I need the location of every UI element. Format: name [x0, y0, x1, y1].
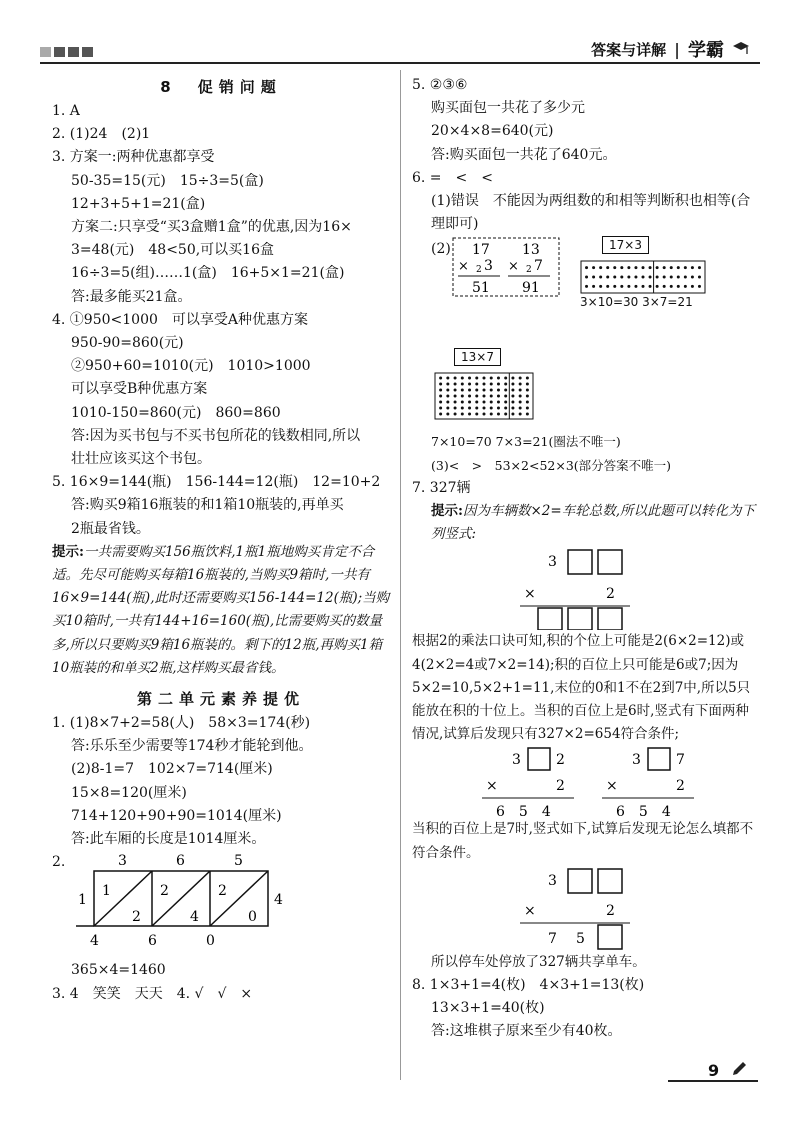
vm2-carry: 2	[526, 265, 532, 276]
dot	[606, 285, 609, 288]
dot	[684, 267, 687, 270]
lattice-cell: 1	[102, 883, 111, 900]
dot	[497, 377, 500, 380]
right-column	[412, 74, 760, 1044]
vertical-multiplications	[452, 236, 562, 300]
answer-line: 4. ①950<1000 可以享受A种优惠方案	[52, 311, 308, 328]
vm1-a: 17	[472, 242, 490, 259]
dot	[526, 389, 529, 392]
m2-times: ×	[486, 778, 498, 795]
left-column	[52, 74, 390, 1006]
dot	[490, 389, 493, 392]
lattice-right: 4	[274, 892, 283, 909]
dot	[504, 407, 507, 410]
answer-line: ②950+60=1010(元) 1010>1000	[71, 358, 311, 375]
dot	[526, 401, 529, 404]
dot	[461, 401, 464, 404]
dot	[483, 389, 486, 392]
dot	[461, 407, 464, 410]
hint-text: 因为车辆数×2=车轮总数,所以此题可以转化为下列竖式:	[431, 503, 755, 543]
answer-line: 2. (1)24 (2)1	[52, 126, 151, 143]
answer-line: 950-90=860(元)	[71, 335, 184, 352]
dot	[511, 377, 514, 380]
answer-lines-2	[52, 712, 390, 851]
dot	[468, 383, 471, 386]
dot	[526, 377, 529, 380]
dot	[620, 285, 623, 288]
dot	[490, 377, 493, 380]
dot	[519, 389, 522, 392]
dot	[461, 383, 464, 386]
answer-line: 答:购买面包一共花了640元。	[431, 146, 617, 163]
dot	[475, 413, 478, 416]
dot	[497, 413, 500, 416]
blank-box	[528, 748, 550, 770]
column-multiplication-pair	[482, 746, 760, 818]
dot	[468, 377, 471, 380]
answer-line: 15×8=120(厘米)	[71, 784, 187, 801]
dot	[454, 395, 457, 398]
dot	[446, 377, 449, 380]
hint-paragraph	[52, 541, 390, 680]
dot	[490, 383, 493, 386]
dot	[490, 401, 493, 404]
m4-times: ×	[524, 902, 536, 919]
dot	[526, 383, 529, 386]
dot	[698, 267, 701, 270]
dot	[483, 377, 486, 380]
dot	[592, 285, 595, 288]
section2-title: 第二单元素养提优	[136, 690, 305, 709]
dot	[439, 413, 442, 416]
answer-line: 壮壮应该买这个书包。	[71, 451, 211, 468]
blank-box	[598, 550, 622, 574]
dot	[454, 383, 457, 386]
dot	[585, 267, 588, 270]
blank-box	[568, 869, 592, 893]
answer-line: 12+3+5+1=21(盒)	[71, 195, 206, 212]
dot	[627, 276, 630, 279]
lattice-question	[52, 851, 390, 959]
lattice-cell: 2	[160, 883, 169, 900]
footer-rule	[668, 1080, 758, 1082]
lattice-cell: 2	[132, 909, 141, 926]
dot	[439, 407, 442, 410]
dot	[439, 401, 442, 404]
dot	[526, 413, 529, 416]
q6-part2-label: (2)	[431, 241, 451, 258]
dot	[504, 413, 507, 416]
lattice-bottom-1: 4	[90, 933, 99, 950]
dot	[649, 285, 652, 288]
dot	[468, 401, 471, 404]
dot	[504, 395, 507, 398]
q6-part1: (1)错误 不能因为两组数的和相等判断积也相等(合理即可)	[431, 193, 751, 233]
answer-line: 8. 1×3+1=4(枚) 4×3+1=13(枚)	[412, 977, 645, 994]
vm2-result: 91	[522, 280, 540, 297]
answer-line: 答:购买9箱16瓶装的和1箱10瓶装的,再单买	[71, 497, 344, 514]
dot	[483, 395, 486, 398]
dot	[511, 383, 514, 386]
dot	[439, 389, 442, 392]
dot	[504, 389, 507, 392]
brand-answer: 答案与详解	[591, 40, 667, 59]
q6-part2	[412, 236, 760, 348]
dot	[606, 267, 609, 270]
dot	[677, 285, 680, 288]
answer-line: 5. ②③⑥	[412, 77, 468, 93]
blank-box	[568, 608, 592, 630]
dot	[613, 276, 616, 279]
header-decoration	[40, 47, 93, 57]
dot	[483, 401, 486, 404]
dot	[634, 276, 637, 279]
dot	[490, 407, 493, 410]
dot	[519, 401, 522, 404]
dot	[461, 377, 464, 380]
m4-digit: 7	[548, 930, 557, 947]
dot	[483, 407, 486, 410]
answer-lines	[52, 100, 390, 541]
answer-line: 50-35=15(元) 15÷3=5(盒)	[71, 172, 264, 189]
brand-separator: |	[674, 39, 680, 59]
dot	[663, 267, 666, 270]
lattice-left: 1	[78, 892, 87, 909]
dot	[511, 395, 514, 398]
blank-box	[598, 925, 622, 949]
m4-digit: 3	[548, 872, 557, 889]
dot-grid-13x7	[434, 372, 534, 420]
dot	[446, 413, 449, 416]
dot	[519, 413, 522, 416]
dot	[446, 389, 449, 392]
dot	[490, 395, 493, 398]
answer-line: 答:这堆棋子原来至少有40枚。	[431, 1023, 622, 1040]
dot	[656, 267, 659, 270]
dot	[656, 285, 659, 288]
section-title: 8 促销问题	[160, 78, 282, 96]
dot	[490, 413, 493, 416]
dot	[691, 267, 694, 270]
column-multiplication-3	[602, 746, 712, 818]
box-17x3: 17×3	[602, 236, 649, 254]
dot	[483, 383, 486, 386]
dot	[620, 267, 623, 270]
dot-array-13	[434, 348, 760, 430]
dot	[585, 276, 588, 279]
dot	[475, 377, 478, 380]
answer-line: 16÷3=5(组)……1(盒) 16+5×1=21(盒)	[71, 265, 345, 282]
vm1-carry: 2	[476, 265, 482, 276]
dot	[439, 395, 442, 398]
dot	[454, 377, 457, 380]
dot	[468, 413, 471, 416]
m3-result: 6 5 4	[616, 804, 671, 819]
lattice-cell: 0	[248, 909, 257, 926]
m2-result: 6 5 4	[496, 804, 551, 819]
dot	[519, 383, 522, 386]
blank-box	[538, 608, 562, 630]
brand-logo: 学霸	[688, 40, 724, 61]
column-multiplication-2	[482, 746, 592, 818]
m3-digit: 2	[676, 778, 685, 795]
answer-line: 答:最多能买21盒。	[71, 288, 192, 305]
dot	[461, 413, 464, 416]
m3-digit: 3	[632, 752, 641, 769]
dot	[497, 401, 500, 404]
vm2-a: 13	[522, 242, 540, 259]
hint-label: 提示:	[431, 503, 463, 520]
vm1-result: 51	[472, 280, 490, 297]
dot	[526, 407, 529, 410]
lattice-top-2: 6	[176, 853, 185, 870]
dot	[649, 267, 652, 270]
dot	[620, 276, 623, 279]
m2-digit: 3	[512, 752, 521, 769]
m1-digit: 3	[548, 554, 557, 571]
eq-13x7: 7×10=70 7×3=21(圈法不唯一)	[431, 434, 621, 450]
dot	[511, 389, 514, 392]
dot	[585, 285, 588, 288]
dot	[663, 276, 666, 279]
m1-times: ×	[524, 586, 536, 603]
dot	[475, 389, 478, 392]
dot	[446, 395, 449, 398]
dot-array-17	[580, 236, 706, 309]
dot	[439, 377, 442, 380]
dot	[642, 267, 645, 270]
dot	[504, 377, 507, 380]
m3-times: ×	[606, 778, 618, 795]
dot	[642, 276, 645, 279]
dot	[475, 401, 478, 404]
blank-box	[568, 550, 592, 574]
m4-digit: 5	[576, 930, 585, 947]
dot	[504, 401, 507, 404]
column-multiplication-4	[520, 865, 670, 951]
dot	[497, 407, 500, 410]
lattice-bottom-2: 6	[148, 933, 157, 950]
dot	[519, 395, 522, 398]
q6-part3: (3)< > 53×2<52×3(部分答案不唯一)	[431, 457, 672, 473]
dot	[511, 401, 514, 404]
dot	[526, 395, 529, 398]
blank-box	[648, 748, 670, 770]
times-sign: ×	[508, 259, 519, 275]
dot	[468, 389, 471, 392]
page-number: 9	[708, 1061, 720, 1080]
answer-line: 1010-150=860(元) 860=860	[71, 404, 281, 421]
dot	[627, 285, 630, 288]
answer-line: 20×4×8=640(元)	[431, 123, 554, 140]
hint-label: 提示:	[52, 543, 84, 560]
dot	[649, 276, 652, 279]
dot	[497, 389, 500, 392]
q7-explanation-2: 当积的百位上是7时,竖式如下,试算后发现无论怎么填都不符合条件。	[412, 821, 754, 861]
dot	[599, 267, 602, 270]
column-divider	[400, 70, 401, 1080]
dot	[497, 395, 500, 398]
graduation-cap-icon	[732, 41, 750, 57]
q2-label: 2.	[52, 854, 66, 871]
dot	[684, 276, 687, 279]
dot	[698, 276, 701, 279]
m2-digit: 2	[556, 752, 565, 769]
dot	[519, 407, 522, 410]
answer-line: 6. = < <	[412, 169, 493, 186]
answer-lines-right	[412, 74, 760, 190]
dot	[592, 267, 595, 270]
m3-digit: 7	[676, 752, 685, 769]
dot	[691, 285, 694, 288]
dot	[627, 267, 630, 270]
dot	[677, 276, 680, 279]
dot	[497, 383, 500, 386]
answer-line: 3. 4 笑笑 天天 4. √ √ ×	[52, 985, 253, 1002]
lattice-bottom-3: 0	[206, 933, 215, 950]
dot	[698, 285, 701, 288]
dot	[670, 276, 673, 279]
vm1-b: 3	[484, 258, 493, 275]
dot-grid-17x3	[580, 260, 706, 294]
dot	[613, 267, 616, 270]
dot	[446, 383, 449, 386]
answer-line: 答:因为买书包与不买书包所花的钱数相同,所以	[71, 427, 361, 444]
hint-text: 一共需要购买156瓶饮料,1瓶1瓶地购买肯定不合适。先尽可能购买每箱16瓶装的,当购买9箱时,一共有16×9=144(瓶),此时还需要购买156-144=12(瓶);当购买10箱时,一共有144+16=160(瓶),比需要购买的数量多,所以只要购买9箱16瓶装的。剩下的12瓶,再购买1箱10瓶装的和单买2瓶,这样购买最省钱。	[52, 543, 390, 676]
answer-line: 3=48(元) 48<50,可以买16盒	[71, 242, 274, 259]
answer-line: 13×3+1=40(枚)	[431, 1000, 545, 1017]
dot	[642, 285, 645, 288]
dot	[684, 285, 687, 288]
q7-hint	[412, 500, 760, 546]
dot	[454, 407, 457, 410]
dot	[446, 407, 449, 410]
header-rule	[40, 62, 760, 64]
dot	[461, 389, 464, 392]
dot	[519, 377, 522, 380]
blank-box	[598, 608, 622, 630]
dot	[670, 267, 673, 270]
lattice-cell: 2	[218, 883, 227, 900]
dot	[475, 395, 478, 398]
column-multiplication-1	[520, 546, 670, 630]
dot	[634, 285, 637, 288]
dot	[454, 401, 457, 404]
answer-line: (2)8-1=7 102×7=714(厘米)	[71, 761, 273, 778]
m1-digit: 2	[606, 586, 615, 603]
q7-answer: 7. 327辆	[412, 479, 471, 496]
dot	[599, 276, 602, 279]
answer-line: 2瓶最省钱。	[71, 520, 150, 537]
dot	[504, 383, 507, 386]
q7-conclusion: 所以停车处停放了327辆共享单车。	[431, 953, 646, 970]
header-brand	[591, 36, 750, 62]
dot	[663, 285, 666, 288]
answer-line: 方案二:只享受“买3盒赠1盒”的优惠,因为16×	[71, 219, 352, 236]
dot	[511, 413, 514, 416]
dot	[606, 276, 609, 279]
dot	[483, 413, 486, 416]
dot	[461, 395, 464, 398]
dot	[475, 383, 478, 386]
lattice-equation: 365×4=1460	[71, 962, 166, 979]
dot	[613, 285, 616, 288]
dot	[468, 395, 471, 398]
lattice-cell: 4	[190, 909, 199, 926]
dot	[454, 413, 457, 416]
box-13x7: 13×7	[454, 348, 501, 366]
q8-lines	[412, 974, 760, 1044]
lattice-top-3: 5	[234, 853, 243, 870]
times-sign: ×	[458, 259, 469, 275]
dot	[677, 267, 680, 270]
vm2-b: 7	[534, 258, 543, 275]
dot	[670, 285, 673, 288]
dot	[691, 276, 694, 279]
answer-line: 5. 16×9=144(瓶) 156-144=12(瓶) 12=10+2	[52, 474, 381, 491]
answer-line: 714+120+90+90=1014(厘米)	[71, 807, 282, 824]
answer-line: 1. (1)8×7+2=58(人) 58×3=174(秒)	[52, 715, 311, 732]
answer-line: 可以享受B种优惠方案	[71, 381, 208, 398]
dot	[656, 276, 659, 279]
dot	[475, 407, 478, 410]
dot	[446, 401, 449, 404]
m4-digit: 2	[606, 902, 615, 919]
answer-line: 答:此车厢的长度是1014厘米。	[71, 831, 266, 848]
answer-line: 答:乐乐至少需要等174秒才能轮到他。	[71, 738, 313, 755]
lattice-top-1: 3	[118, 853, 127, 870]
m2-digit: 2	[556, 778, 565, 795]
eq-17x3: 3×10=30 3×7=21	[580, 295, 693, 310]
q7-explanation: 根据2的乘法口诀可知,积的个位上可能是2(6×2=12)或4(2×2=4或7×2=14);积的百位上只可能是6或7;因为5×2=10,5×2+1=11,末位的0和1不在2到7中,所以5只能放在积的十位上。当积的百位上是6时,竖式有下面两种情况,试算后发现只有327×2=654符合条件;	[412, 633, 751, 743]
dot	[599, 285, 602, 288]
dot	[511, 407, 514, 410]
dot	[454, 389, 457, 392]
dot	[439, 383, 442, 386]
answer-line: 1. A	[52, 103, 80, 119]
lattice-multiplication	[72, 851, 292, 955]
dot	[468, 407, 471, 410]
dot	[592, 276, 595, 279]
answer-line: 购买面包一共花了多少元	[431, 100, 585, 117]
blank-box	[598, 869, 622, 893]
answer-line: 3. 方案一:两种优惠都享受	[52, 149, 215, 166]
dot	[634, 267, 637, 270]
pencil-icon	[730, 1060, 748, 1078]
